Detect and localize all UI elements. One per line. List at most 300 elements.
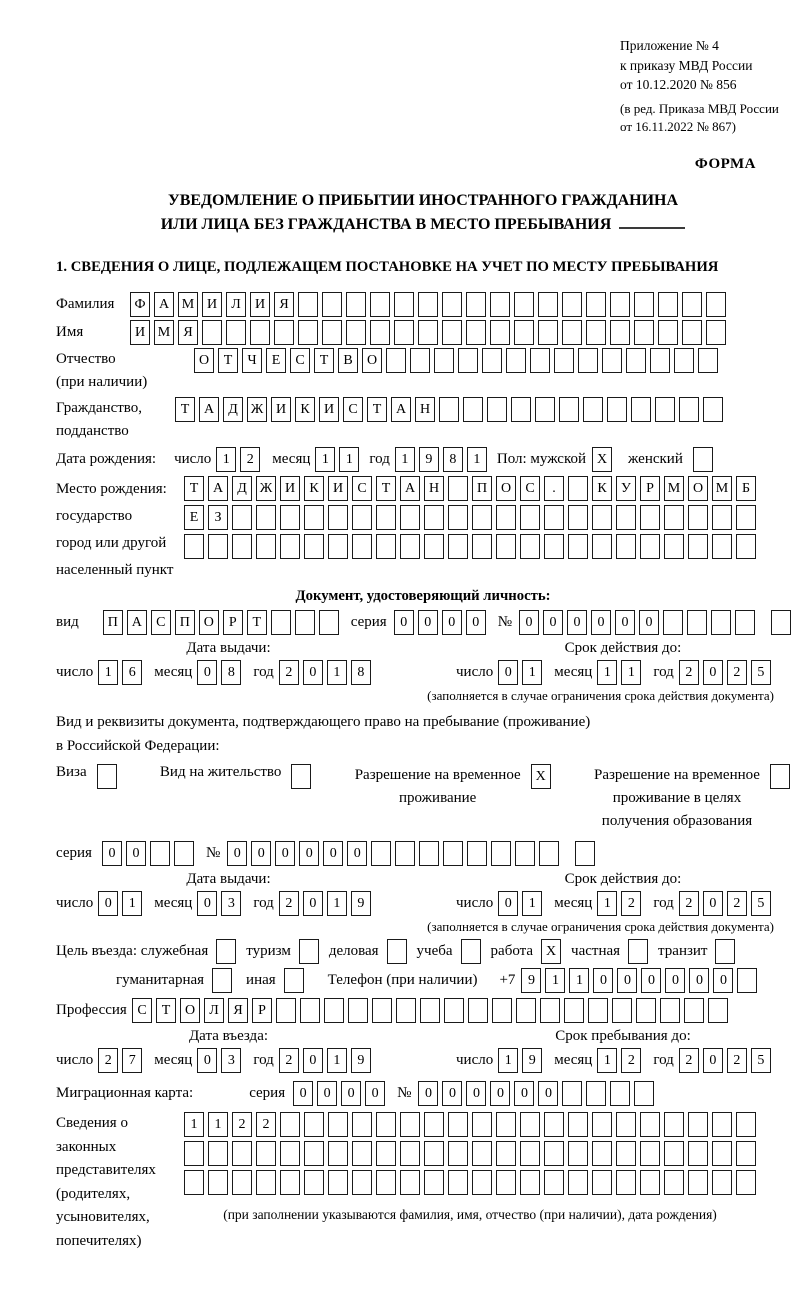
- char-cell[interactable]: Е: [184, 505, 204, 530]
- char-cell[interactable]: [568, 1170, 588, 1195]
- char-cell[interactable]: Л: [204, 998, 224, 1023]
- char-cell[interactable]: К: [304, 476, 324, 501]
- char-cell[interactable]: Т: [156, 998, 176, 1023]
- char-cell[interactable]: 0: [703, 1048, 723, 1073]
- char-cell[interactable]: 9: [521, 968, 541, 993]
- char-cell[interactable]: [616, 505, 636, 530]
- temp-permit-checkbox[interactable]: X: [531, 764, 551, 789]
- char-cell[interactable]: [490, 320, 510, 345]
- char-cell[interactable]: [208, 1170, 228, 1195]
- char-cell[interactable]: [735, 610, 755, 635]
- char-cell[interactable]: [466, 292, 486, 317]
- char-cell[interactable]: 0: [317, 1081, 337, 1106]
- char-cell[interactable]: [737, 968, 757, 993]
- char-cell[interactable]: [530, 348, 550, 373]
- char-cell[interactable]: [607, 397, 627, 422]
- char-cell[interactable]: 0: [293, 1081, 313, 1106]
- char-cell[interactable]: [634, 320, 654, 345]
- char-cell[interactable]: [664, 1170, 684, 1195]
- char-cell[interactable]: К: [592, 476, 612, 501]
- char-cell[interactable]: Б: [736, 476, 756, 501]
- char-cell[interactable]: [439, 397, 459, 422]
- char-cell[interactable]: [442, 292, 462, 317]
- char-cell[interactable]: Е: [266, 348, 286, 373]
- char-cell[interactable]: [640, 534, 660, 559]
- char-cell[interactable]: [712, 1141, 732, 1166]
- char-cell[interactable]: [520, 505, 540, 530]
- char-cell[interactable]: 1: [597, 660, 617, 685]
- purpose-transit-checkbox[interactable]: [715, 939, 735, 964]
- char-cell[interactable]: 8: [443, 447, 463, 472]
- char-cell[interactable]: [511, 397, 531, 422]
- char-cell[interactable]: [208, 1141, 228, 1166]
- char-cell[interactable]: И: [319, 397, 339, 422]
- char-cell[interactable]: 0: [466, 1081, 486, 1106]
- char-cell[interactable]: О: [362, 348, 382, 373]
- char-cell[interactable]: [396, 998, 416, 1023]
- purpose-tourism-checkbox[interactable]: [299, 939, 319, 964]
- char-cell[interactable]: 1: [522, 660, 542, 685]
- char-cell[interactable]: [442, 320, 462, 345]
- char-cell[interactable]: 5: [751, 891, 771, 916]
- char-cell[interactable]: [424, 1141, 444, 1166]
- char-cell[interactable]: [492, 998, 512, 1023]
- char-cell[interactable]: [386, 348, 406, 373]
- char-cell[interactable]: [583, 397, 603, 422]
- char-cell[interactable]: [466, 320, 486, 345]
- char-cell[interactable]: [544, 534, 564, 559]
- char-cell[interactable]: [586, 320, 606, 345]
- char-cell[interactable]: [322, 292, 342, 317]
- char-cell[interactable]: Ж: [256, 476, 276, 501]
- char-cell[interactable]: 0: [689, 968, 709, 993]
- char-cell[interactable]: 0: [567, 610, 587, 635]
- char-cell[interactable]: [443, 841, 463, 866]
- char-cell[interactable]: 0: [617, 968, 637, 993]
- char-cell[interactable]: [538, 292, 558, 317]
- char-cell[interactable]: [394, 320, 414, 345]
- char-cell[interactable]: А: [154, 292, 174, 317]
- char-cell[interactable]: М: [178, 292, 198, 317]
- char-cell[interactable]: [468, 998, 488, 1023]
- char-cell[interactable]: И: [271, 397, 291, 422]
- char-cell[interactable]: [520, 1141, 540, 1166]
- char-cell[interactable]: [687, 610, 707, 635]
- char-cell[interactable]: [472, 534, 492, 559]
- char-cell[interactable]: [276, 998, 296, 1023]
- char-cell[interactable]: [568, 476, 588, 501]
- char-cell[interactable]: [706, 320, 726, 345]
- char-cell[interactable]: [256, 505, 276, 530]
- char-cell[interactable]: [232, 534, 252, 559]
- char-cell[interactable]: [472, 1141, 492, 1166]
- char-cell[interactable]: [295, 610, 315, 635]
- char-cell[interactable]: [496, 1112, 516, 1137]
- char-cell[interactable]: С: [352, 476, 372, 501]
- char-cell[interactable]: [592, 1141, 612, 1166]
- char-cell[interactable]: [448, 1170, 468, 1195]
- char-cell[interactable]: [610, 1081, 630, 1106]
- char-cell[interactable]: 0: [498, 891, 518, 916]
- char-cell[interactable]: 0: [303, 891, 323, 916]
- char-cell[interactable]: О: [194, 348, 214, 373]
- purpose-work-checkbox[interactable]: X: [541, 939, 561, 964]
- char-cell[interactable]: 0: [641, 968, 661, 993]
- char-cell[interactable]: [410, 348, 430, 373]
- char-cell[interactable]: 1: [339, 447, 359, 472]
- char-cell[interactable]: 0: [538, 1081, 558, 1106]
- char-cell[interactable]: 7: [122, 1048, 142, 1073]
- char-cell[interactable]: [664, 534, 684, 559]
- char-cell[interactable]: [711, 610, 731, 635]
- char-cell[interactable]: [658, 292, 678, 317]
- char-cell[interactable]: [448, 534, 468, 559]
- char-cell[interactable]: [448, 1141, 468, 1166]
- char-cell[interactable]: 1: [522, 891, 542, 916]
- char-cell[interactable]: 1: [184, 1112, 204, 1137]
- char-cell[interactable]: [418, 292, 438, 317]
- char-cell[interactable]: 2: [679, 660, 699, 685]
- char-cell[interactable]: [602, 348, 622, 373]
- char-cell[interactable]: 2: [621, 891, 641, 916]
- char-cell[interactable]: 0: [615, 610, 635, 635]
- char-cell[interactable]: [400, 1170, 420, 1195]
- char-cell[interactable]: [688, 1141, 708, 1166]
- char-cell[interactable]: Н: [424, 476, 444, 501]
- char-cell[interactable]: [491, 841, 511, 866]
- char-cell[interactable]: 2: [279, 660, 299, 685]
- char-cell[interactable]: 1: [327, 660, 347, 685]
- char-cell[interactable]: [371, 841, 391, 866]
- char-cell[interactable]: [256, 1141, 276, 1166]
- char-cell[interactable]: [370, 320, 390, 345]
- char-cell[interactable]: [640, 1141, 660, 1166]
- char-cell[interactable]: [544, 505, 564, 530]
- char-cell[interactable]: Р: [640, 476, 660, 501]
- purpose-humanitarian-checkbox[interactable]: [212, 968, 232, 993]
- purpose-business-checkbox[interactable]: [387, 939, 407, 964]
- char-cell[interactable]: 1: [327, 891, 347, 916]
- char-cell[interactable]: 2: [98, 1048, 118, 1073]
- char-cell[interactable]: 0: [299, 841, 319, 866]
- char-cell[interactable]: 8: [351, 660, 371, 685]
- purpose-study-checkbox[interactable]: [461, 939, 481, 964]
- char-cell[interactable]: [712, 534, 732, 559]
- char-cell[interactable]: 0: [703, 891, 723, 916]
- char-cell[interactable]: 0: [227, 841, 247, 866]
- char-cell[interactable]: И: [250, 292, 270, 317]
- char-cell[interactable]: Д: [223, 397, 243, 422]
- char-cell[interactable]: [688, 505, 708, 530]
- char-cell[interactable]: [568, 534, 588, 559]
- char-cell[interactable]: [664, 1141, 684, 1166]
- char-cell[interactable]: [568, 505, 588, 530]
- char-cell[interactable]: [376, 1141, 396, 1166]
- char-cell[interactable]: [490, 292, 510, 317]
- char-cell[interactable]: 1: [327, 1048, 347, 1073]
- char-cell[interactable]: [660, 998, 680, 1023]
- char-cell[interactable]: [226, 320, 246, 345]
- char-cell[interactable]: [348, 998, 368, 1023]
- char-cell[interactable]: [688, 534, 708, 559]
- purpose-private-checkbox[interactable]: [628, 939, 648, 964]
- char-cell[interactable]: 0: [275, 841, 295, 866]
- char-cell[interactable]: З: [208, 505, 228, 530]
- temp-permit-edu-checkbox[interactable]: [770, 764, 790, 789]
- char-cell[interactable]: [631, 397, 651, 422]
- char-cell[interactable]: 0: [591, 610, 611, 635]
- char-cell[interactable]: [448, 505, 468, 530]
- char-cell[interactable]: 2: [727, 891, 747, 916]
- char-cell[interactable]: 1: [597, 891, 617, 916]
- char-cell[interactable]: Я: [178, 320, 198, 345]
- char-cell[interactable]: 0: [251, 841, 271, 866]
- char-cell[interactable]: [352, 534, 372, 559]
- char-cell[interactable]: [664, 1112, 684, 1137]
- char-cell[interactable]: 5: [751, 1048, 771, 1073]
- char-cell[interactable]: 0: [98, 891, 118, 916]
- visa-checkbox[interactable]: [97, 764, 117, 789]
- char-cell[interactable]: [544, 1170, 564, 1195]
- char-cell[interactable]: [658, 320, 678, 345]
- char-cell[interactable]: 0: [197, 891, 217, 916]
- char-cell[interactable]: Н: [415, 397, 435, 422]
- char-cell[interactable]: [562, 1081, 582, 1106]
- char-cell[interactable]: [586, 1081, 606, 1106]
- char-cell[interactable]: [684, 998, 704, 1023]
- char-cell[interactable]: [376, 505, 396, 530]
- char-cell[interactable]: [280, 1170, 300, 1195]
- char-cell[interactable]: 0: [442, 1081, 462, 1106]
- char-cell[interactable]: О: [496, 476, 516, 501]
- char-cell[interactable]: 9: [522, 1048, 542, 1073]
- purpose-other-checkbox[interactable]: [284, 968, 304, 993]
- char-cell[interactable]: [280, 1141, 300, 1166]
- char-cell[interactable]: [304, 505, 324, 530]
- char-cell[interactable]: 0: [347, 841, 367, 866]
- char-cell[interactable]: 1: [98, 660, 118, 685]
- char-cell[interactable]: [650, 348, 670, 373]
- char-cell[interactable]: [771, 610, 791, 635]
- char-cell[interactable]: [208, 534, 228, 559]
- char-cell[interactable]: 0: [418, 610, 438, 635]
- char-cell[interactable]: 0: [102, 841, 122, 866]
- char-cell[interactable]: [487, 397, 507, 422]
- char-cell[interactable]: Р: [223, 610, 243, 635]
- char-cell[interactable]: [395, 841, 415, 866]
- char-cell[interactable]: [280, 1112, 300, 1137]
- char-cell[interactable]: Т: [314, 348, 334, 373]
- char-cell[interactable]: [682, 320, 702, 345]
- char-cell[interactable]: [538, 320, 558, 345]
- char-cell[interactable]: [256, 1170, 276, 1195]
- char-cell[interactable]: 0: [303, 1048, 323, 1073]
- char-cell[interactable]: [400, 1141, 420, 1166]
- char-cell[interactable]: [559, 397, 579, 422]
- char-cell[interactable]: 1: [597, 1048, 617, 1073]
- char-cell[interactable]: Т: [175, 397, 195, 422]
- char-cell[interactable]: [463, 397, 483, 422]
- char-cell[interactable]: [616, 1141, 636, 1166]
- char-cell[interactable]: [578, 348, 598, 373]
- char-cell[interactable]: [636, 998, 656, 1023]
- char-cell[interactable]: [472, 1170, 492, 1195]
- char-cell[interactable]: М: [664, 476, 684, 501]
- char-cell[interactable]: [400, 1112, 420, 1137]
- char-cell[interactable]: П: [472, 476, 492, 501]
- char-cell[interactable]: [616, 1170, 636, 1195]
- char-cell[interactable]: У: [616, 476, 636, 501]
- char-cell[interactable]: 0: [197, 1048, 217, 1073]
- char-cell[interactable]: [424, 1170, 444, 1195]
- char-cell[interactable]: [346, 320, 366, 345]
- char-cell[interactable]: [592, 1112, 612, 1137]
- char-cell[interactable]: Д: [232, 476, 252, 501]
- char-cell[interactable]: 2: [727, 660, 747, 685]
- char-cell[interactable]: Т: [367, 397, 387, 422]
- char-cell[interactable]: [304, 1170, 324, 1195]
- char-cell[interactable]: [420, 998, 440, 1023]
- char-cell[interactable]: [280, 505, 300, 530]
- char-cell[interactable]: 0: [303, 660, 323, 685]
- char-cell[interactable]: 9: [351, 1048, 371, 1073]
- char-cell[interactable]: [575, 841, 595, 866]
- char-cell[interactable]: О: [180, 998, 200, 1023]
- char-cell[interactable]: [592, 505, 612, 530]
- char-cell[interactable]: 5: [751, 660, 771, 685]
- char-cell[interactable]: [304, 1112, 324, 1137]
- char-cell[interactable]: [516, 998, 536, 1023]
- char-cell[interactable]: [564, 998, 584, 1023]
- char-cell[interactable]: И: [280, 476, 300, 501]
- char-cell[interactable]: [520, 534, 540, 559]
- char-cell[interactable]: [634, 292, 654, 317]
- char-cell[interactable]: 1: [216, 447, 236, 472]
- char-cell[interactable]: [703, 397, 723, 422]
- char-cell[interactable]: [298, 320, 318, 345]
- residence-permit-checkbox[interactable]: [291, 764, 311, 789]
- char-cell[interactable]: Ч: [242, 348, 262, 373]
- char-cell[interactable]: 1: [467, 447, 487, 472]
- char-cell[interactable]: [736, 1141, 756, 1166]
- char-cell[interactable]: [376, 1170, 396, 1195]
- char-cell[interactable]: С: [132, 998, 152, 1023]
- char-cell[interactable]: С: [520, 476, 540, 501]
- char-cell[interactable]: [352, 1141, 372, 1166]
- char-cell[interactable]: 6: [122, 660, 142, 685]
- char-cell[interactable]: [592, 1170, 612, 1195]
- char-cell[interactable]: [150, 841, 170, 866]
- char-cell[interactable]: [482, 348, 502, 373]
- char-cell[interactable]: [655, 397, 675, 422]
- char-cell[interactable]: А: [199, 397, 219, 422]
- char-cell[interactable]: 0: [323, 841, 343, 866]
- char-cell[interactable]: [352, 1112, 372, 1137]
- char-cell[interactable]: [328, 505, 348, 530]
- char-cell[interactable]: Ф: [130, 292, 150, 317]
- char-cell[interactable]: 0: [703, 660, 723, 685]
- char-cell[interactable]: Я: [228, 998, 248, 1023]
- char-cell[interactable]: [562, 292, 582, 317]
- char-cell[interactable]: 0: [126, 841, 146, 866]
- char-cell[interactable]: 0: [418, 1081, 438, 1106]
- char-cell[interactable]: 2: [727, 1048, 747, 1073]
- char-cell[interactable]: [539, 841, 559, 866]
- char-cell[interactable]: С: [151, 610, 171, 635]
- char-cell[interactable]: [472, 1112, 492, 1137]
- char-cell[interactable]: [280, 534, 300, 559]
- sex-male-checkbox[interactable]: X: [592, 447, 612, 472]
- char-cell[interactable]: [496, 534, 516, 559]
- char-cell[interactable]: [592, 534, 612, 559]
- char-cell[interactable]: С: [290, 348, 310, 373]
- char-cell[interactable]: А: [391, 397, 411, 422]
- char-cell[interactable]: 2: [621, 1048, 641, 1073]
- char-cell[interactable]: [634, 1081, 654, 1106]
- char-cell[interactable]: [640, 1112, 660, 1137]
- char-cell[interactable]: [586, 292, 606, 317]
- char-cell[interactable]: [663, 610, 683, 635]
- char-cell[interactable]: [322, 320, 342, 345]
- char-cell[interactable]: [736, 1112, 756, 1137]
- char-cell[interactable]: [616, 1112, 636, 1137]
- char-cell[interactable]: [674, 348, 694, 373]
- char-cell[interactable]: [328, 1170, 348, 1195]
- char-cell[interactable]: Т: [376, 476, 396, 501]
- char-cell[interactable]: [712, 1170, 732, 1195]
- char-cell[interactable]: 2: [679, 891, 699, 916]
- char-cell[interactable]: П: [103, 610, 123, 635]
- char-cell[interactable]: [688, 1112, 708, 1137]
- char-cell[interactable]: П: [175, 610, 195, 635]
- char-cell[interactable]: [434, 348, 454, 373]
- char-cell[interactable]: А: [400, 476, 420, 501]
- char-cell[interactable]: [298, 292, 318, 317]
- char-cell[interactable]: [352, 1170, 372, 1195]
- char-cell[interactable]: [400, 505, 420, 530]
- char-cell[interactable]: [562, 320, 582, 345]
- char-cell[interactable]: 0: [341, 1081, 361, 1106]
- char-cell[interactable]: 1: [208, 1112, 228, 1137]
- char-cell[interactable]: [250, 320, 270, 345]
- char-cell[interactable]: [202, 320, 222, 345]
- char-cell[interactable]: [232, 1141, 252, 1166]
- char-cell[interactable]: 2: [279, 891, 299, 916]
- char-cell[interactable]: [506, 348, 526, 373]
- char-cell[interactable]: [626, 348, 646, 373]
- char-cell[interactable]: М: [154, 320, 174, 345]
- char-cell[interactable]: [424, 534, 444, 559]
- char-cell[interactable]: [419, 841, 439, 866]
- char-cell[interactable]: [496, 1170, 516, 1195]
- char-cell[interactable]: 3: [221, 1048, 241, 1073]
- char-cell[interactable]: [376, 534, 396, 559]
- char-cell[interactable]: [496, 1141, 516, 1166]
- char-cell[interactable]: [324, 998, 344, 1023]
- char-cell[interactable]: И: [328, 476, 348, 501]
- char-cell[interactable]: 0: [394, 610, 414, 635]
- char-cell[interactable]: 1: [498, 1048, 518, 1073]
- char-cell[interactable]: [184, 1141, 204, 1166]
- char-cell[interactable]: [376, 1112, 396, 1137]
- char-cell[interactable]: [444, 998, 464, 1023]
- char-cell[interactable]: 2: [279, 1048, 299, 1073]
- char-cell[interactable]: [304, 534, 324, 559]
- char-cell[interactable]: [300, 998, 320, 1023]
- char-cell[interactable]: [418, 320, 438, 345]
- char-cell[interactable]: [679, 397, 699, 422]
- char-cell[interactable]: 2: [256, 1112, 276, 1137]
